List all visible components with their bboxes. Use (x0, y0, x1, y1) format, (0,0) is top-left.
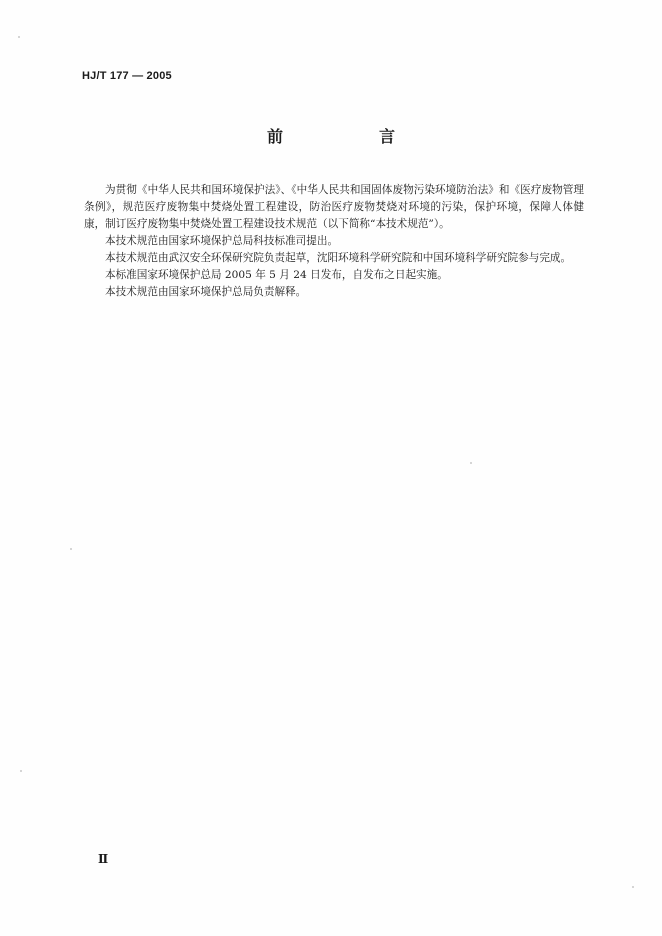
paragraph-purpose: 为贯彻《中华人民共和国环境保护法》、《中华人民共和国固体废物污染环境防治法》和《医疗废物管理条例》，规范医疗废物集中焚烧处置工程建设，防治医疗废物焚烧对环境的污染，保护环境，保障人体健康，制订医疗废物集中焚烧处置工程建设技术规范（以下简称“本技术规范”）。 (84, 184, 584, 230)
scan-speck (18, 36, 20, 38)
paragraph-release-date: 本标准国家环境保护总局 2005 年 5 月 24 日发布，自发布之日起实施。 (105, 269, 448, 281)
scan-speck (632, 886, 634, 888)
page-title: 前 言 (266, 127, 435, 146)
paragraph-proposer: 本技术规范由国家环境保护总局科技标准司提出。 (105, 235, 339, 247)
scan-speck (70, 548, 72, 550)
paragraph-drafters: 本技术规范由武汉安全环保研究院负责起草，沈阳环境科学研究院和中国环境科学研究院参与完成。 (105, 252, 572, 264)
standard-code: HJ/T 177 — 2005 (82, 70, 172, 82)
page-number: Ⅱ (98, 852, 109, 866)
paragraph-interpretation: 本技术规范由国家环境保护总局负责解释。 (105, 286, 307, 298)
scan-speck (20, 770, 22, 772)
scan-speck (470, 462, 472, 464)
foreword-body (84, 182, 584, 301)
